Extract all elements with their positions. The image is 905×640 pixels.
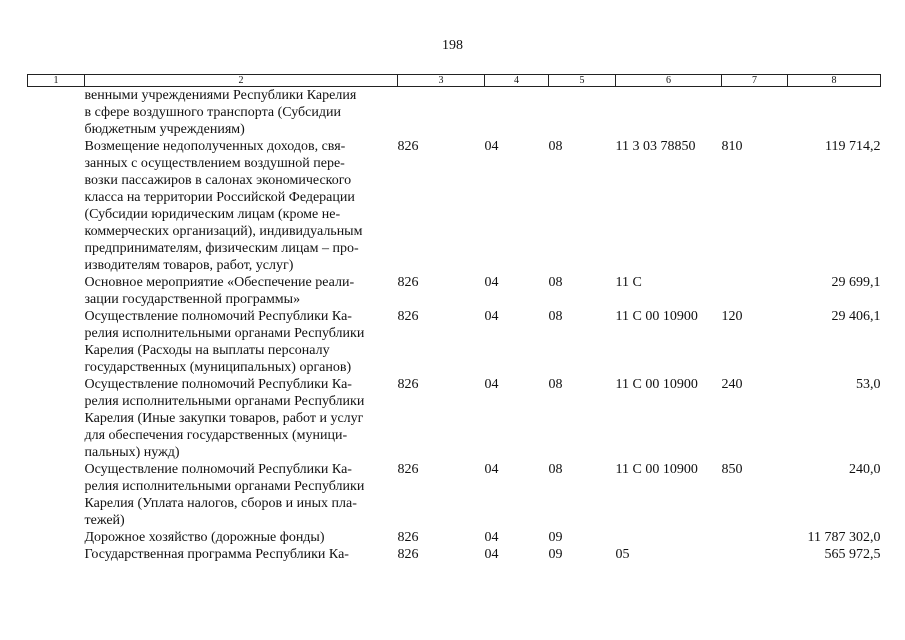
expense-description: Осуществление полномочий Республики Ка- релия исполнительными органами Республики Карелия (Расходы на выплаты персоналу государственных (муниципальных) органов) — [84, 309, 365, 375]
row-index-cell — [28, 87, 85, 139]
subsection-code — [549, 87, 616, 139]
column-header: 1 — [28, 75, 85, 87]
amount: 240,0 — [849, 462, 881, 477]
target-article-code: 11 С — [615, 275, 642, 290]
amount: 29 699,1 — [831, 275, 881, 290]
subsection-code: 08 — [548, 309, 563, 324]
department-code: 826 — [397, 377, 419, 392]
amount: 53,0 — [856, 377, 881, 392]
row-index-cell — [28, 376, 85, 461]
target-article-code: 11 3 03 78850 — [615, 139, 696, 154]
section-code: 04 — [484, 462, 499, 477]
section-code: 04 — [484, 309, 499, 324]
column-header: 5 — [549, 75, 616, 87]
department-code — [398, 87, 485, 139]
subsection-code: 08 — [548, 377, 563, 392]
row-index-cell — [28, 138, 85, 274]
column-header: 3 — [398, 75, 485, 87]
expense-description: Возмещение недополученных доходов, свя- занных с осуществлением воздушной пере- возки пассажиров в салонах экономического класса на территории Российской Федерации (Субсидии юридическим лицам (кроме не- коммерческих организаций), индивидуальным предпринимателям, физическим лицам – про- изводителям товаров, работ, услуг) — [84, 139, 363, 273]
page-number: 198 — [442, 38, 463, 53]
expense-type-code: 810 — [721, 139, 743, 154]
amount: 29 406,1 — [831, 309, 881, 324]
row-index-cell — [28, 274, 85, 308]
expense-description: Осуществление полномочий Республики Ка- релия исполнительными органами Республики Карелия (Иные закупки товаров, работ и услуг для обеспечения государственных (муници- пальных) нужд) — [84, 377, 365, 460]
target-article-code: 11 С 00 10900 — [615, 462, 698, 477]
department-code: 826 — [397, 547, 419, 562]
section-code — [485, 87, 549, 139]
table-row — [28, 461, 881, 529]
expense-type-code: 120 — [721, 309, 743, 324]
table-row — [28, 274, 881, 308]
row-index-cell — [28, 461, 85, 529]
target-article-code: 11 С 00 10900 — [615, 377, 698, 392]
row-index-cell — [28, 529, 85, 546]
column-header: 8 — [788, 75, 881, 87]
table-header — [28, 75, 881, 87]
section-code: 04 — [484, 275, 499, 290]
target-article-code: 05 — [615, 547, 630, 562]
amount: 119 714,2 — [825, 139, 881, 154]
target-article-code — [616, 87, 722, 139]
table-row — [28, 376, 881, 461]
column-header: 2 — [85, 75, 398, 87]
table-body — [28, 87, 881, 564]
amount: 11 787 302,0 — [807, 530, 881, 545]
department-code: 826 — [397, 530, 419, 545]
section-code: 04 — [484, 530, 499, 545]
department-code: 826 — [397, 139, 419, 154]
table-row — [28, 546, 881, 563]
subsection-code: 08 — [548, 275, 563, 290]
amount: 565 972,5 — [824, 547, 881, 562]
department-code: 826 — [397, 309, 419, 324]
table-row — [28, 138, 881, 274]
section-code: 04 — [484, 547, 499, 562]
amount — [788, 87, 881, 139]
expense-description: венными учреждениями Республики Карелия в сфере воздушного транспорта (Субсидии бюджетным учреждениям) — [84, 88, 357, 137]
column-number-row — [28, 75, 881, 87]
column-header: 7 — [722, 75, 788, 87]
expense-type-code: 850 — [721, 462, 743, 477]
subsection-code: 09 — [548, 530, 563, 545]
expense-type-code: 240 — [721, 377, 743, 392]
expense-description: Основное мероприятие «Обеспечение реали- зации государственной программы» — [84, 275, 355, 307]
target-article-code — [616, 529, 722, 546]
department-code: 826 — [397, 275, 419, 290]
expense-type-code — [722, 274, 788, 308]
row-index-cell — [28, 308, 85, 376]
column-header: 4 — [485, 75, 549, 87]
table-row — [28, 308, 881, 376]
subsection-code: 09 — [548, 547, 563, 562]
expense-description: Государственная программа Республики Ка- — [84, 547, 349, 562]
section-code: 04 — [484, 139, 499, 154]
target-article-code: 11 С 00 10900 — [615, 309, 698, 324]
expense-type-code — [722, 87, 788, 139]
subsection-code: 08 — [548, 462, 563, 477]
table-row — [28, 529, 881, 546]
expense-description: Осуществление полномочий Республики Ка- релия исполнительными органами Республики Карелия (Уплата налогов, сборов и иных пла- тежей) — [84, 462, 365, 528]
expense-type-code — [722, 529, 788, 546]
budget-table — [27, 74, 881, 563]
expense-description: Дорожное хозяйство (дорожные фонды) — [84, 530, 325, 545]
column-header: 6 — [616, 75, 722, 87]
section-code: 04 — [484, 377, 499, 392]
subsection-code: 08 — [548, 139, 563, 154]
row-index-cell — [28, 546, 85, 563]
table-row — [28, 87, 881, 139]
expense-type-code — [722, 546, 788, 563]
department-code: 826 — [397, 462, 419, 477]
